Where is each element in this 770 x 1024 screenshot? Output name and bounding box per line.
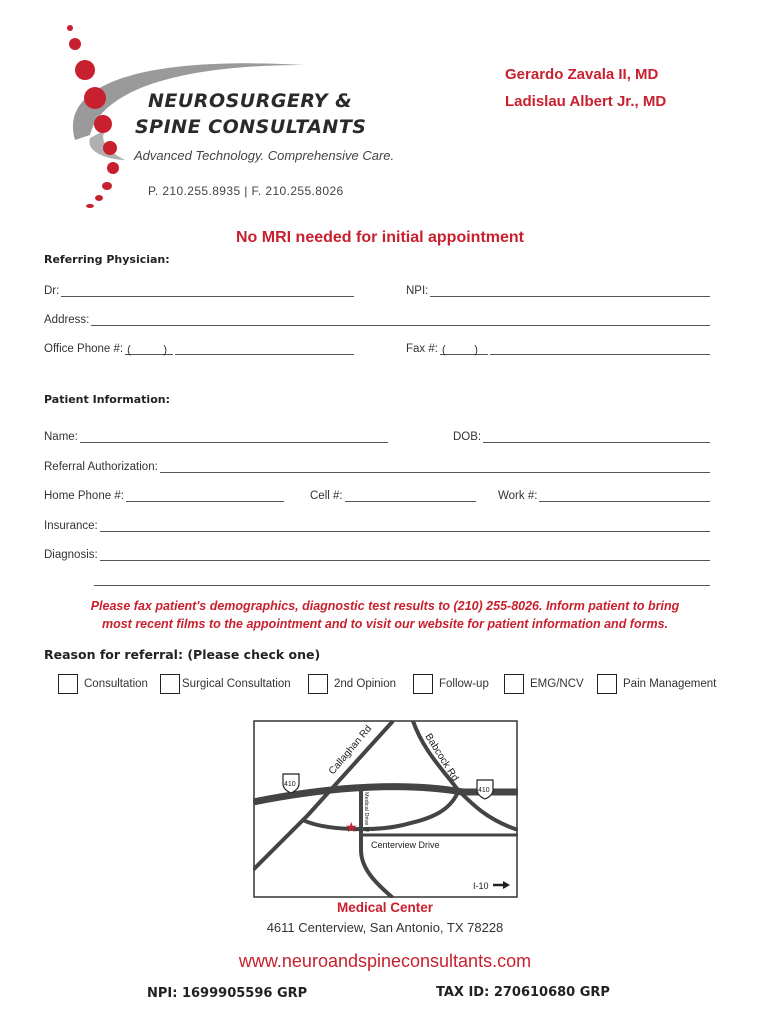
location-star-icon: ★ (345, 820, 358, 836)
paren-close: ) (163, 344, 168, 356)
location-name: Medical Center (336, 900, 434, 915)
work-input-line[interactable] (539, 489, 710, 502)
option-label: Follow-up (439, 678, 489, 690)
fax-label: Fax #: (406, 343, 438, 355)
home-phone-input-line[interactable] (126, 489, 284, 502)
office-phone-input-line[interactable] (175, 342, 354, 355)
npi-label: NPI: (406, 285, 429, 297)
cell-field[interactable] (310, 486, 476, 502)
highway-shield-right (477, 780, 493, 799)
referral-authorization-label: Referral Authorization: (44, 461, 158, 473)
practice-name-line2: SPINE CONSULTANTS (135, 116, 367, 138)
centerview-label: Centerview Drive (371, 840, 440, 850)
footer-tax-id: TAX ID: 270610680 GRP (436, 985, 610, 1000)
callaghan-label: Callaghan Rd (326, 723, 375, 777)
highway-shield-left (283, 774, 299, 793)
dob-label: DOB: (453, 431, 482, 443)
cell-label: Cell #: (310, 490, 343, 502)
referral-authorization-input-line[interactable] (160, 460, 710, 473)
name-field[interactable] (44, 427, 388, 443)
i10-label: I-10 (473, 881, 489, 891)
cell-input-line[interactable] (345, 489, 476, 502)
name-input-line[interactable] (80, 430, 388, 443)
reason-for-referral-heading: Reason for referral: (Please check one) (44, 647, 321, 662)
insurance-label: Insurance: (44, 520, 98, 532)
checkbox-consultation[interactable] (58, 674, 78, 694)
checkbox-surgical-consultation[interactable] (160, 674, 180, 694)
address-input-line[interactable] (91, 313, 710, 326)
option-consultation[interactable] (58, 674, 148, 694)
medical-drive-label: Medical Drive W (363, 792, 369, 833)
highway-shield-left-label: 410 (284, 781, 296, 788)
option-emg-ncv[interactable] (504, 674, 584, 694)
location-address: 4611 Centerview, San Antonio, TX 78228 (266, 920, 504, 935)
home-phone-field[interactable] (44, 486, 284, 502)
paren-open: ( (127, 344, 131, 356)
website-link[interactable]: www.neuroandspineconsultants.com (238, 951, 532, 971)
option-pain-management[interactable] (597, 674, 716, 694)
option-2nd-opinion[interactable] (308, 674, 396, 694)
office-phone-field[interactable] (44, 339, 354, 355)
mri-notice: No MRI needed for initial appointment (236, 229, 524, 246)
insurance-field[interactable] (44, 516, 710, 532)
option-label: EMG/NCV (530, 678, 584, 690)
option-surgical-consultation[interactable] (160, 674, 291, 694)
practice-phones: P. 210.255.8935 | F. 210.255.8026 (148, 184, 344, 198)
checkbox-follow-up[interactable] (413, 674, 433, 694)
paren-open: ( (441, 344, 446, 356)
name-label: Name: (44, 431, 78, 443)
office-phone-label: Office Phone #: (44, 343, 124, 355)
option-label: 2nd Opinion (334, 678, 397, 690)
dr-input-line[interactable] (61, 284, 354, 297)
fax-input-line[interactable] (490, 342, 710, 355)
footer-npi: NPI: 1699905596 GRP (147, 986, 308, 1001)
option-label: Surgical Consultation (182, 678, 291, 690)
option-label: Pain Management (623, 678, 717, 690)
option-label: Consultation (84, 678, 148, 690)
dob-input-line[interactable] (483, 430, 710, 443)
fax-instructions (30, 597, 740, 633)
fax-instructions-line2: most recent films to the appointment and to visit our website for patient information and forms. (101, 617, 668, 631)
diagnosis-label: Diagnosis: (44, 549, 98, 561)
work-label: Work #: (498, 490, 538, 502)
dr-label: Dr: (44, 285, 60, 297)
option-follow-up[interactable] (413, 674, 489, 694)
practice-name-line1: NEUROSURGERY & (148, 90, 353, 112)
checkbox-2nd-opinion[interactable] (308, 674, 328, 694)
diagnosis-field[interactable] (44, 545, 710, 561)
address-field[interactable] (44, 310, 710, 326)
fax-area-code[interactable] (440, 342, 488, 355)
practice-tagline: Advanced Technology. Comprehensive Care. (134, 148, 395, 163)
highway-shield-right-label: 410 (478, 787, 490, 794)
npi-field[interactable] (406, 281, 710, 297)
fax-field[interactable] (406, 339, 710, 355)
address-label: Address: (44, 314, 90, 326)
npi-input-line[interactable] (430, 284, 710, 297)
insurance-input-line[interactable] (100, 519, 710, 532)
diagnosis-extra-line[interactable] (94, 585, 710, 586)
location-map (253, 720, 518, 898)
babcock-label: Babcock Rd (422, 731, 461, 784)
doctor-name-1: Gerardo Zavala II, MD (505, 66, 659, 83)
patient-information-heading: Patient Information: (44, 393, 170, 406)
office-phone-area-code[interactable] (125, 342, 173, 355)
doctor-name-2: Ladislau Albert Jr., MD (505, 93, 667, 110)
referring-physician-heading: Referring Physician: (44, 253, 170, 266)
fax-instructions-line1: Please fax patient's demographics, diagnostic test results to (210) 255-8026. Inform patient to bring (90, 599, 680, 613)
dr-field[interactable] (44, 281, 354, 297)
work-field[interactable] (498, 486, 710, 502)
checkbox-pain-management[interactable] (597, 674, 617, 694)
diagnosis-input-line[interactable] (100, 548, 710, 561)
dob-field[interactable] (453, 427, 710, 443)
checkbox-emg-ncv[interactable] (504, 674, 524, 694)
paren-close: ) (474, 344, 478, 356)
referral-authorization-field[interactable] (44, 457, 710, 473)
home-phone-label: Home Phone #: (44, 490, 124, 502)
